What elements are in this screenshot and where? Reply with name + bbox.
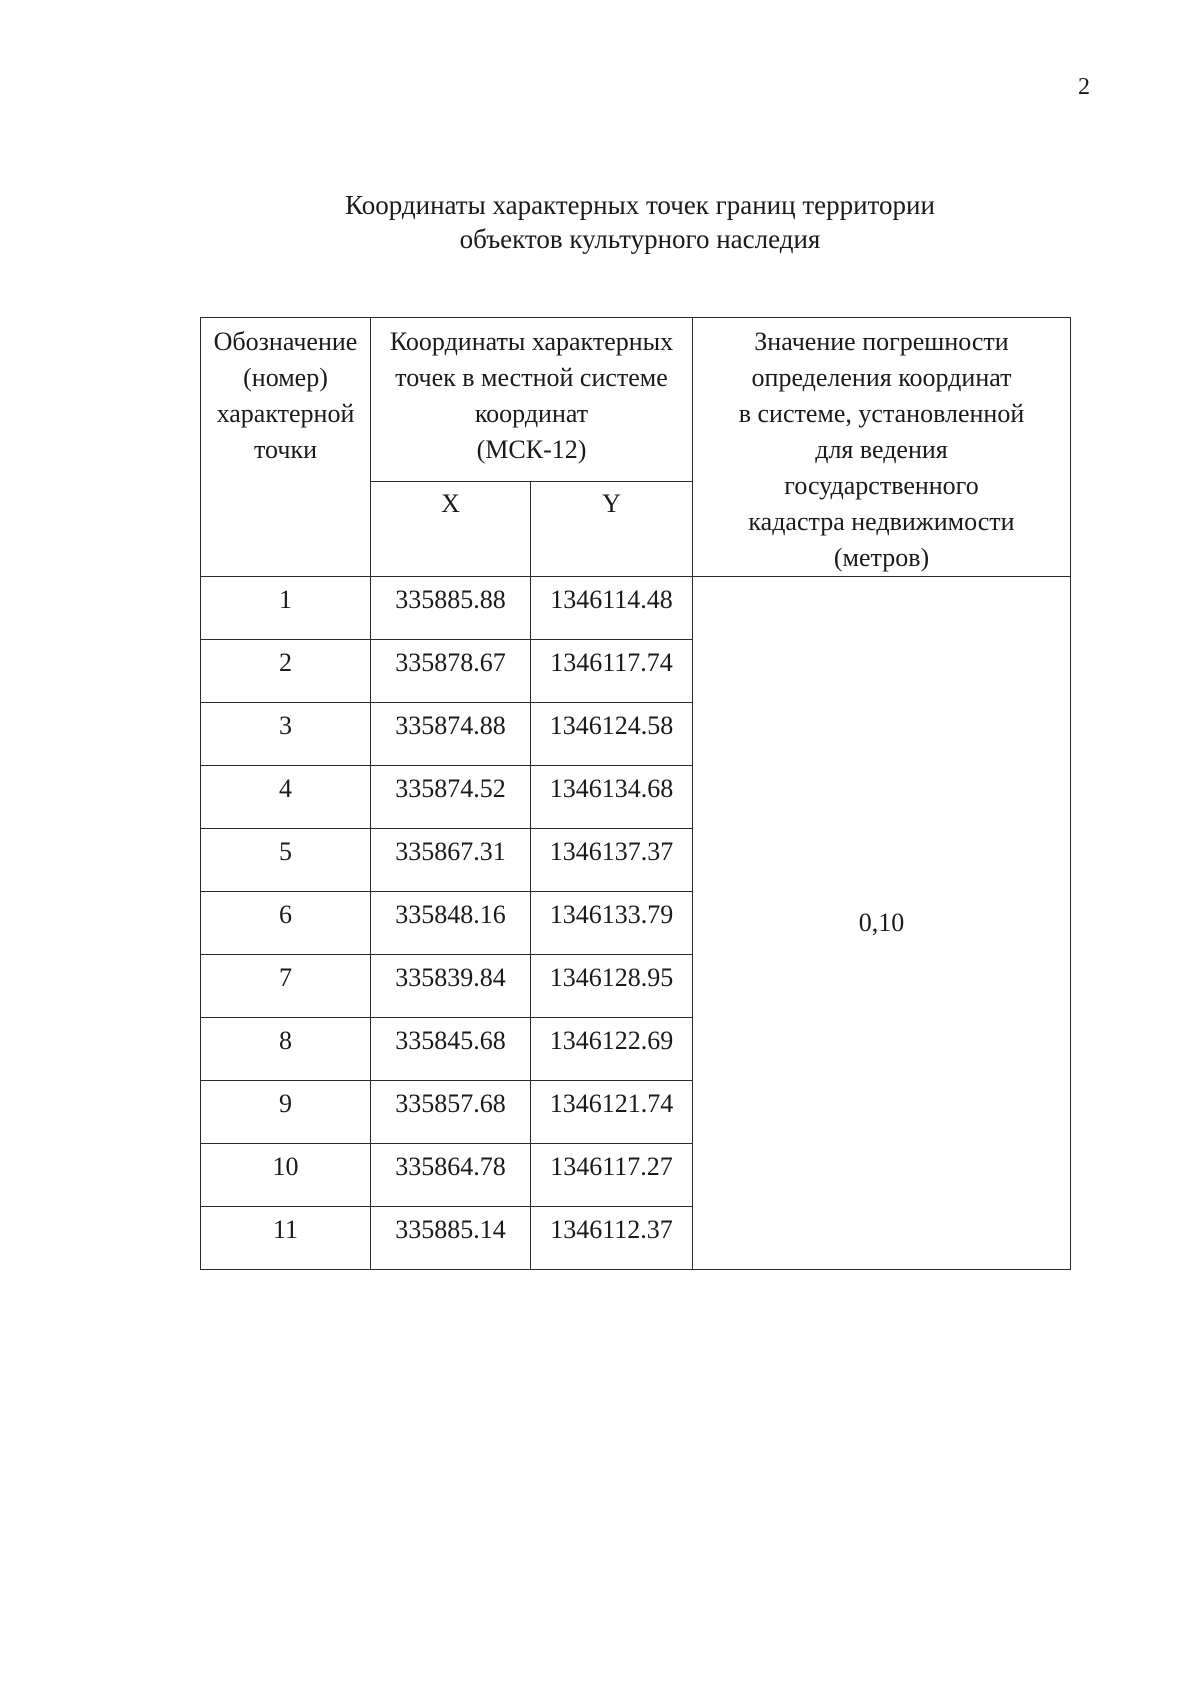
x-coordinate-cell: 335864.78: [371, 1144, 531, 1207]
y-coordinate-cell: 1346121.74: [531, 1081, 693, 1144]
y-coordinate-cell: 1346124.58: [531, 703, 693, 766]
y-coordinate-cell: 1346134.68: [531, 766, 693, 829]
x-coordinate-cell: 335874.88: [371, 703, 531, 766]
x-column-header: X: [371, 481, 531, 576]
point-number-header: Обозначение (номер) характерной точки: [201, 318, 371, 577]
x-coordinate-cell: 335878.67: [371, 640, 531, 703]
point-number-cell: 9: [201, 1081, 371, 1144]
x-coordinate-cell: 335845.68: [371, 1018, 531, 1081]
x-coordinate-cell: 335874.52: [371, 766, 531, 829]
x-coordinate-cell: 335857.68: [371, 1081, 531, 1144]
y-coordinate-cell: 1346117.74: [531, 640, 693, 703]
x-coordinate-cell: 335867.31: [371, 829, 531, 892]
y-coordinate-cell: 1346112.37: [531, 1207, 693, 1270]
coordinates-table: [200, 317, 1071, 1270]
point-number-cell: 7: [201, 955, 371, 1018]
point-number-cell: 2: [201, 640, 371, 703]
point-number-cell: 6: [201, 892, 371, 955]
x-coordinate-cell: 335848.16: [371, 892, 531, 955]
coordinates-header: Координаты характерных точек в местной системе координат (МСК-12): [371, 318, 693, 482]
x-coordinate-cell: 335839.84: [371, 955, 531, 1018]
point-number-cell: 1: [201, 577, 371, 640]
point-number-cell: 8: [201, 1018, 371, 1081]
y-coordinate-cell: 1346114.48: [531, 577, 693, 640]
x-coordinate-cell: 335885.14: [371, 1207, 531, 1270]
table-header-row: [201, 318, 1071, 482]
page-number: 2: [1078, 74, 1090, 100]
y-coordinate-cell: 1346137.37: [531, 829, 693, 892]
x-coordinate-cell: 335885.88: [371, 577, 531, 640]
point-number-cell: 5: [201, 829, 371, 892]
y-column-header: Y: [531, 481, 693, 576]
document-title-line2: объектов культурного наследия: [459, 224, 821, 254]
y-coordinate-cell: 1346133.79: [531, 892, 693, 955]
point-number-cell: 3: [201, 703, 371, 766]
table-row: [201, 577, 1071, 640]
document-title-line1: Координаты характерных точек границ территории: [345, 190, 935, 220]
y-coordinate-cell: 1346128.95: [531, 955, 693, 1018]
accuracy-value-cell: 0,10: [693, 577, 1071, 1270]
y-coordinate-cell: 1346122.69: [531, 1018, 693, 1081]
point-number-cell: 4: [201, 766, 371, 829]
y-coordinate-cell: 1346117.27: [531, 1144, 693, 1207]
point-number-cell: 11: [201, 1207, 371, 1270]
accuracy-header: Значение погрешности определения координат в системе, установленной для ведения государственного кадастра недвижимости (метров): [693, 318, 1071, 577]
point-number-cell: 10: [201, 1144, 371, 1207]
